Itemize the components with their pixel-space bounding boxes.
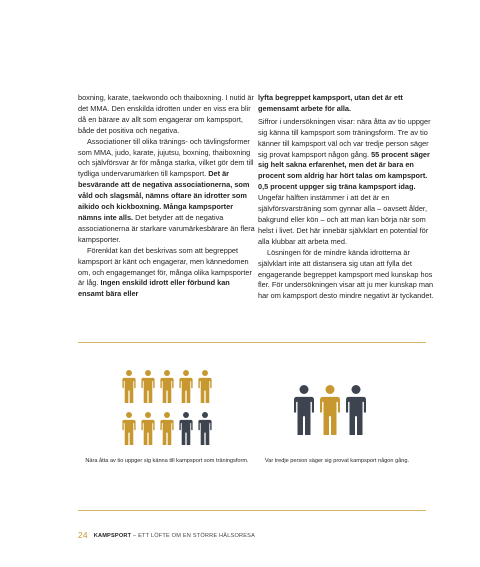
person-icon — [179, 412, 192, 445]
person-icon — [294, 385, 314, 435]
person-icon — [179, 370, 192, 403]
bottom-divider — [78, 510, 426, 511]
figure-one-of-three — [258, 360, 426, 500]
paragraph — [78, 246, 256, 301]
people-pictogram-ten — [78, 360, 256, 460]
text: Det betyder att de negativa associationerna är starkare varumärkesbärare än flera kampsporter. — [78, 212, 255, 244]
bold-text: lyfta begreppet kampsport, utan det är ett gemensamt arbete för alla. — [258, 93, 403, 113]
text: Ungefär hälften instämmer i att det är en självförsvarsträning som gynnar alla – oavsett ålder, bakgrund eller kön – och att man kan börja när som helst i livet. Det här innebär självklart en potential för alla klubbar att arbeta med. — [258, 193, 429, 246]
bold-text: Ingen enskild idrott eller förbund kan ensamt bära eller — [78, 278, 230, 299]
person-icon — [122, 412, 135, 445]
left-text-column — [78, 93, 256, 300]
figure-eight-of-ten — [78, 360, 256, 500]
paragraph — [258, 248, 436, 303]
right-text-column — [258, 93, 436, 302]
text: Associationer till olika tränings- och tävlingsformer som MMA, judo, karate, jujutsu, boxning, thaiboxning och självförsvar är för många starka, vilket gör dem till tydliga undervarumärken till kampsport. — [78, 136, 254, 179]
person-icon — [141, 370, 154, 403]
person-icon — [160, 412, 173, 445]
people-pictogram-three — [258, 360, 426, 460]
person-icon — [346, 385, 366, 435]
paragraph — [258, 117, 436, 248]
person-icon — [198, 412, 211, 445]
person-icon — [198, 370, 211, 403]
person-icon — [320, 385, 340, 435]
person-icon — [141, 412, 154, 445]
page-footer — [78, 530, 255, 540]
bold-text: 55 procent säger sig helt sakna erfarenhet, men det är bara en procent som aldrig har hört talas om kampsport. 0,5 procent uppger sig träna kampsport idag. — [258, 149, 430, 192]
figure-caption-left: Nära åtta av tio uppger sig känna till kampsport som träningsform. — [85, 458, 249, 464]
text: boxning, karate, taekwondo och thaiboxning. I nutid är det MMA. Den enskilda idrotten under en viss era blir då en bärare av allt som engagerar om kampsport, både det positiva och negativa. — [78, 93, 254, 135]
paragraph — [78, 137, 256, 246]
text: Förenklat kan det beskrivas som att begreppet kampsport är känt och engagerar, men kännedomen om, och engagemanget för, många olika kampsporter är låg. — [78, 245, 252, 288]
text: Lösningen för de mindre kända idrotterna är självklart inte att distansera sig utan att fylla det engagerande begreppet kampsport med kunskap hos fler. För undersökningen visar att ju mer kunskap man har om kampsport desto mindre negativt är tyckandet. — [258, 247, 434, 301]
footer-subtitle: – ETT LÖFTE OM EN STÖRRE HÄLSORESA — [131, 533, 256, 539]
page-number: 24 — [78, 530, 88, 540]
text: Siffror i undersökningen visar: nära åtta av tio uppger sig känna till kampsport som träningsform. Tre av tio känner till kampsport väl och var tredje person säger sig provat kampsport någon gång. — [258, 116, 431, 159]
footer-brand: KAMPSPORT — [93, 533, 132, 539]
person-icon — [122, 370, 135, 403]
top-divider — [78, 342, 426, 343]
paragraph — [78, 93, 256, 137]
figure-caption-right: Var tredje person säger sig provat kampsport någon gång. — [264, 458, 410, 464]
paragraph — [258, 93, 436, 115]
person-icon — [160, 370, 173, 403]
bold-text: Det är besvärande att de negativa associationerna, som våld och slagsmål, nämns oftare än idrotter som aikido och kickboxning. Många kampsporter nämns inte alls. — [78, 169, 250, 222]
